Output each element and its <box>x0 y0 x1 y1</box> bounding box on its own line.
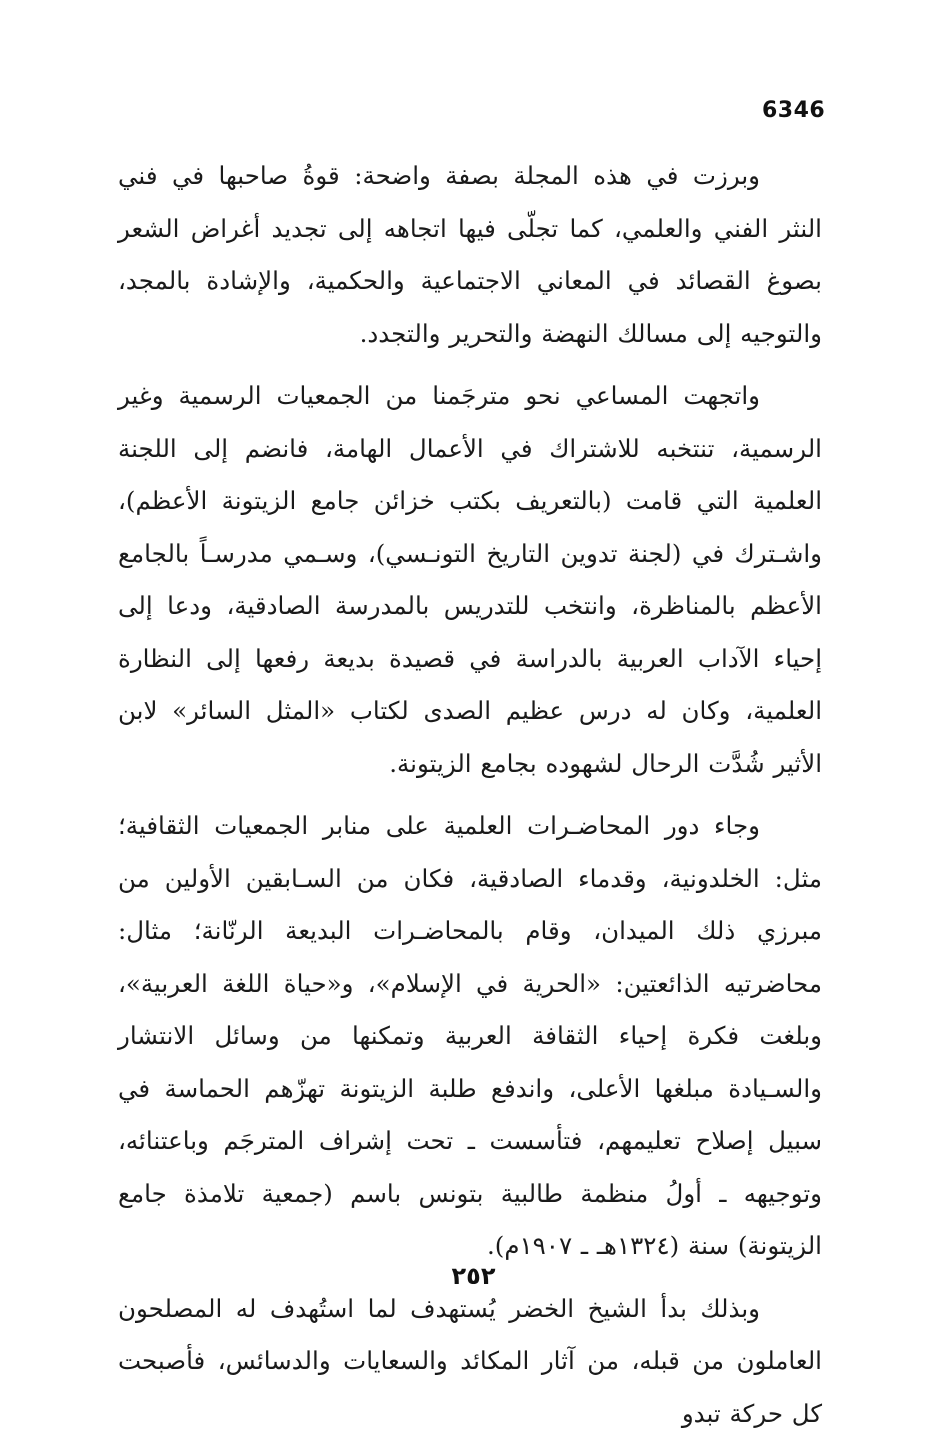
paragraph-3: وجاء دور المحاضـرات العلمية على منابر الجمعيات الثقافية؛ مثل: الخلدونية، وقدماء الصادقية، فكان من السـابقين الأولين من مبرزي ذلك الميدان، وقام بالمحاضـرات البديعة الرنّانة؛ مثال: محاضرتيه الذائعتين: «الحرية في الإسلام»، و«حياة اللغة العربية»، وبلغت فكرة إحياء الثقافة العربية وتمكنها من وسائل الانتشار والسـيادة مبلغها الأعلى، واندفع طلبة الزيتونة تهزّهم الحماسة في سبيل إصلاح تعليمهم، فتأسست ـ تحت إشراف المترجَم وباعتنائه، وتوجيهه ـ أولُ منظمة طالبية بتونس باسم (جمعية تلامذة جامع الزيتونة) سنة (١٣٢٤هـ ـ ١٩٠٧م). <box>118 811 822 1260</box>
paragraph-2: واتجهت المساعي نحو مترجَمنا من الجمعيات الرسمية وغير الرسمية، تنتخبه للاشتراك في الأعمال الهامة، فانضم إلى اللجنة العلمية التي قامت (بالتعريف بكتب خزائن جامع الزيتونة الأعظم)، واشـترك في (لجنة تدوين التاريخ التونـسي)، وسـمي مدرسـاً بالجامع الأعظم بالمناظرة، وانتخب للتدريس بالمدرسة الصادقية، ودعا إلى إحياء الآداب العربية بالدراسة في قصيدة بديعة رفعها إلى النظارة العلمية، وكان له درس عظيم الصدى لكتاب «المثل السائر» لابن الأثير شُدَّت الرحال لشهوده بجامع الزيتونة. <box>118 381 822 778</box>
footer-page-number: ٢٥٢ <box>451 1262 496 1290</box>
header-page-number: 6346 <box>762 98 826 123</box>
body-text <box>118 150 822 1450</box>
paragraph-4: وبذلك بدأ الشيخ الخضر يُستهدف لما استُهدف له المصلحون العاملون من قبله، من آثار المكائد والسعايات والدسائس، فأصبحت كل حركة تبدو <box>118 1293 822 1428</box>
paragraph-1: وبرزت في هذه المجلة بصفة واضحة: قوةُ صاحبها في فني النثر الفني والعلمي، كما تجلّى فيها اتجاهه إلى تجديد أغراض الشعر بصوغ القصائد في المعاني الاجتماعية والحكمية، والإشادة بالمجد، والتوجيه إلى مسالك النهضة والتحرير والتجدد. <box>118 161 822 348</box>
